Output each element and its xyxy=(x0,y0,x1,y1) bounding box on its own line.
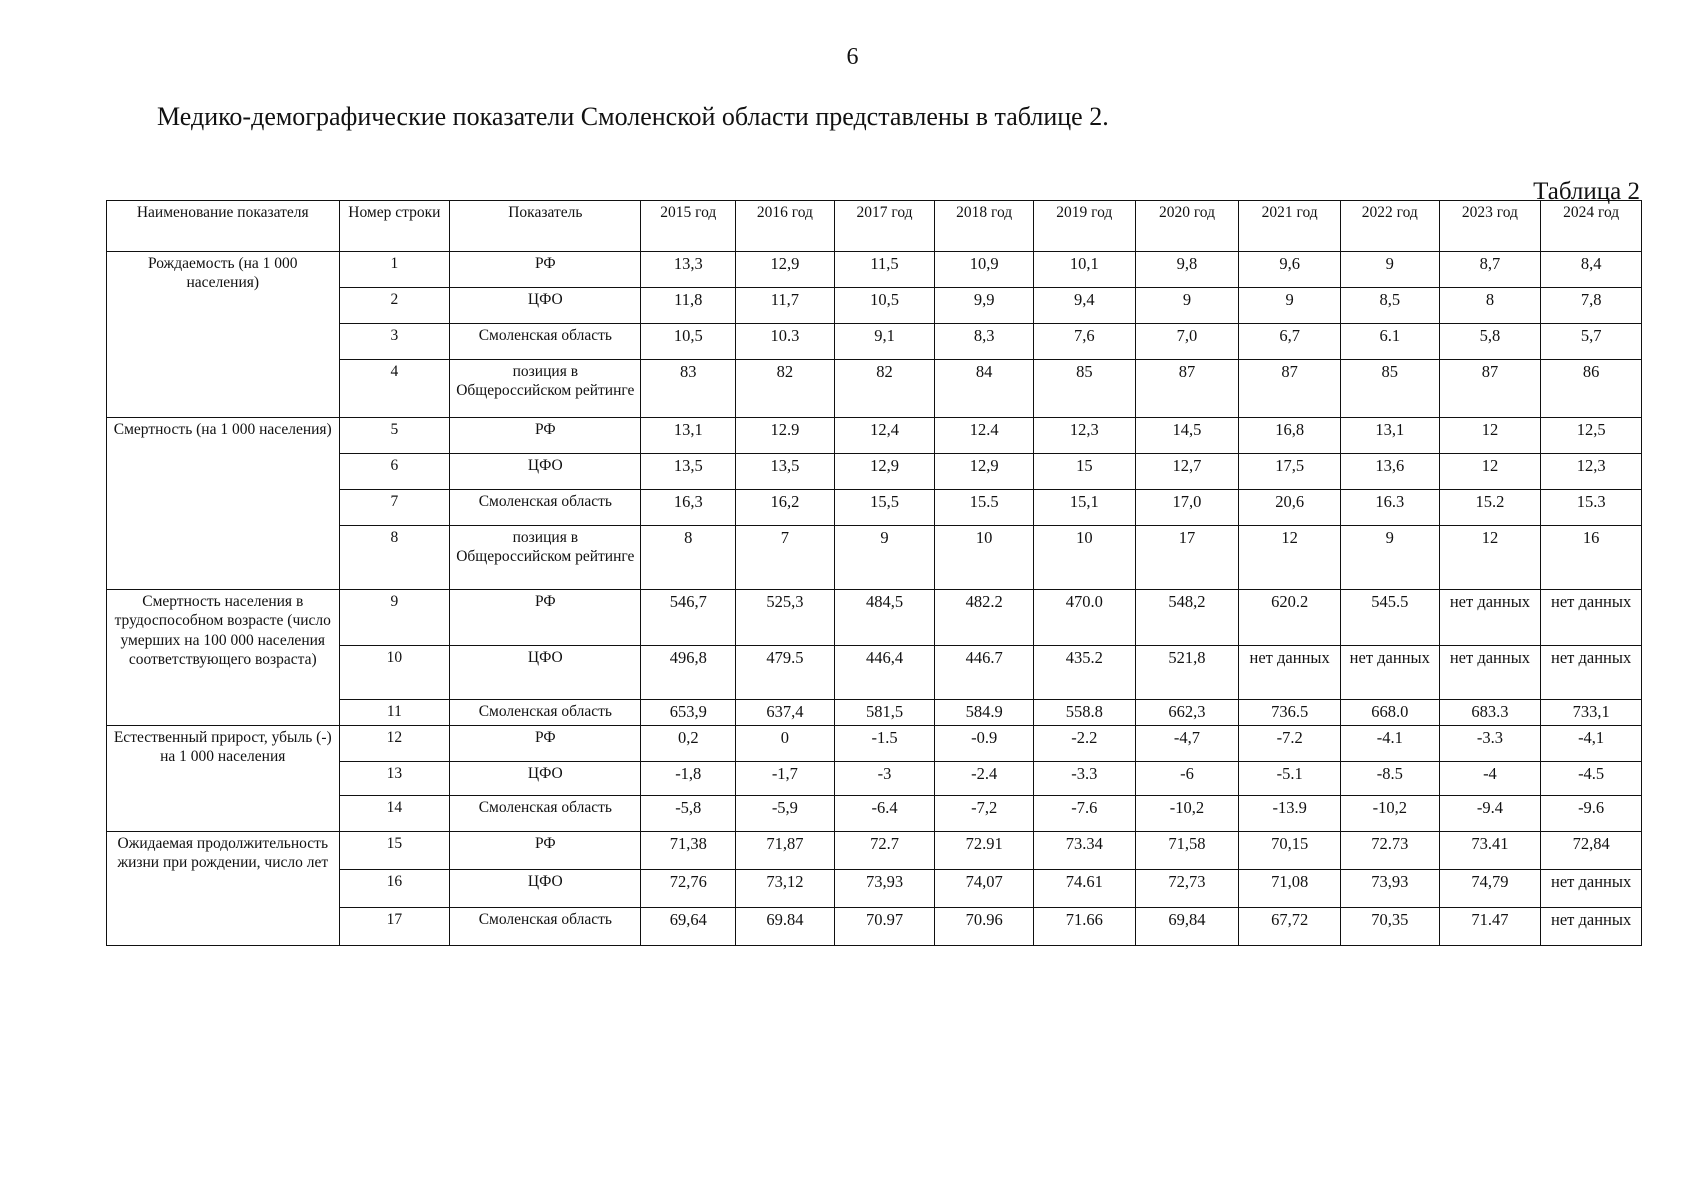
row-number-cell: 2 xyxy=(339,288,450,324)
value-cell: 662,3 xyxy=(1135,700,1239,726)
value-cell: 7,0 xyxy=(1135,324,1239,360)
value-cell: -2.2 xyxy=(1033,725,1135,761)
value-cell: 12,4 xyxy=(834,418,935,454)
value-cell: 73,12 xyxy=(736,869,835,907)
indicator-label-cell: Смоленская область xyxy=(450,907,641,945)
value-cell: 70.96 xyxy=(935,907,1034,945)
row-number-cell: 15 xyxy=(339,831,450,869)
value-cell: 9,6 xyxy=(1239,252,1341,288)
header-cell: 2019 год xyxy=(1033,201,1135,252)
value-cell: нет данных xyxy=(1541,646,1642,700)
value-cell: -3 xyxy=(834,761,935,795)
value-cell: 733,1 xyxy=(1541,700,1642,726)
value-cell: 683.3 xyxy=(1439,700,1541,726)
header-cell: 2015 год xyxy=(641,201,736,252)
value-cell: 8 xyxy=(1439,288,1541,324)
value-cell: 71.66 xyxy=(1033,907,1135,945)
row-number-cell: 8 xyxy=(339,526,450,590)
value-cell: -9.4 xyxy=(1439,795,1541,831)
indicator-label-cell: ЦФО xyxy=(450,646,641,700)
value-cell: 14,5 xyxy=(1135,418,1239,454)
value-cell: 70.97 xyxy=(834,907,935,945)
value-cell: 7,6 xyxy=(1033,324,1135,360)
value-cell: 521,8 xyxy=(1135,646,1239,700)
value-cell: 620.2 xyxy=(1239,590,1341,646)
value-cell: 9,8 xyxy=(1135,252,1239,288)
row-number-cell: 1 xyxy=(339,252,450,288)
header-cell: 2024 год xyxy=(1541,201,1642,252)
value-cell: 71,38 xyxy=(641,831,736,869)
value-cell: 72,73 xyxy=(1135,869,1239,907)
value-cell: 12.9 xyxy=(736,418,835,454)
value-cell: 12,3 xyxy=(1541,454,1642,490)
value-cell: 73,93 xyxy=(834,869,935,907)
value-cell: нет данных xyxy=(1340,646,1439,700)
row-number-cell: 9 xyxy=(339,590,450,646)
value-cell: 6.1 xyxy=(1340,324,1439,360)
value-cell: -4.5 xyxy=(1541,761,1642,795)
table-header-row xyxy=(107,201,1642,252)
value-cell: -6.4 xyxy=(834,795,935,831)
value-cell: 15.3 xyxy=(1541,490,1642,526)
value-cell: 20,6 xyxy=(1239,490,1341,526)
row-number-cell: 7 xyxy=(339,490,450,526)
value-cell: 84 xyxy=(935,360,1034,418)
value-cell: 13,6 xyxy=(1340,454,1439,490)
value-cell: 6,7 xyxy=(1239,324,1341,360)
header-cell: 2016 год xyxy=(736,201,835,252)
value-cell: 17,5 xyxy=(1239,454,1341,490)
value-cell: -7,2 xyxy=(935,795,1034,831)
value-cell: 546,7 xyxy=(641,590,736,646)
value-cell: 17 xyxy=(1135,526,1239,590)
row-number-cell: 11 xyxy=(339,700,450,726)
value-cell: 85 xyxy=(1340,360,1439,418)
indicator-label-cell: позиция в Общероссийском рейтинге xyxy=(450,526,641,590)
value-cell: 73,93 xyxy=(1340,869,1439,907)
header-cell: 2018 год xyxy=(935,201,1034,252)
value-cell: 69,84 xyxy=(1135,907,1239,945)
value-cell: 13,1 xyxy=(641,418,736,454)
header-cell: 2017 год xyxy=(834,201,935,252)
value-cell: -0.9 xyxy=(935,725,1034,761)
value-cell: 668.0 xyxy=(1340,700,1439,726)
value-cell: 9,1 xyxy=(834,324,935,360)
value-cell: -1,7 xyxy=(736,761,835,795)
value-cell: 5,7 xyxy=(1541,324,1642,360)
value-cell: -9.6 xyxy=(1541,795,1642,831)
header-cell: Наименование показателя xyxy=(107,201,340,252)
value-cell: 74,07 xyxy=(935,869,1034,907)
value-cell: 9 xyxy=(1340,252,1439,288)
indicator-label-cell: ЦФО xyxy=(450,454,641,490)
value-cell: 87 xyxy=(1239,360,1341,418)
value-cell: 16,2 xyxy=(736,490,835,526)
value-cell: 15.5 xyxy=(935,490,1034,526)
value-cell: 9 xyxy=(1340,526,1439,590)
value-cell: -4 xyxy=(1439,761,1541,795)
value-cell: 85 xyxy=(1033,360,1135,418)
value-cell: 10 xyxy=(935,526,1034,590)
value-cell: 73.34 xyxy=(1033,831,1135,869)
value-cell: нет данных xyxy=(1439,646,1541,700)
value-cell: 8,5 xyxy=(1340,288,1439,324)
indicator-label-cell: РФ xyxy=(450,252,641,288)
value-cell: 72.7 xyxy=(834,831,935,869)
intro-text: Медико-демографические показатели Смоленской области представлены в таблице 2. xyxy=(157,102,1109,131)
value-cell: 9,9 xyxy=(935,288,1034,324)
value-cell: 5,8 xyxy=(1439,324,1541,360)
indicator-label-cell: ЦФО xyxy=(450,288,641,324)
value-cell: 16.3 xyxy=(1340,490,1439,526)
value-cell: 83 xyxy=(641,360,736,418)
value-cell: 12 xyxy=(1439,454,1541,490)
value-cell: 11,8 xyxy=(641,288,736,324)
row-number-cell: 17 xyxy=(339,907,450,945)
value-cell: 15 xyxy=(1033,454,1135,490)
value-cell: 525,3 xyxy=(736,590,835,646)
value-cell: -6 xyxy=(1135,761,1239,795)
value-cell: 15,5 xyxy=(834,490,935,526)
value-cell: -4,1 xyxy=(1541,725,1642,761)
indicator-name-cell: Смертность (на 1 000 населения) xyxy=(107,418,340,590)
value-cell: 82 xyxy=(736,360,835,418)
value-cell: 0 xyxy=(736,725,835,761)
value-cell: -2.4 xyxy=(935,761,1034,795)
row-number-cell: 14 xyxy=(339,795,450,831)
value-cell: 74.61 xyxy=(1033,869,1135,907)
table-row xyxy=(107,725,1642,761)
value-cell: 67,72 xyxy=(1239,907,1341,945)
value-cell: 71,58 xyxy=(1135,831,1239,869)
value-cell: 69.84 xyxy=(736,907,835,945)
table-row xyxy=(107,831,1642,869)
table-row xyxy=(107,590,1642,646)
value-cell: 12,5 xyxy=(1541,418,1642,454)
header-cell: 2022 год xyxy=(1340,201,1439,252)
indicator-label-cell: Смоленская область xyxy=(450,700,641,726)
value-cell: 9 xyxy=(834,526,935,590)
value-cell: 13,1 xyxy=(1340,418,1439,454)
indicator-label-cell: ЦФО xyxy=(450,761,641,795)
value-cell: 12.4 xyxy=(935,418,1034,454)
value-cell: нет данных xyxy=(1541,590,1642,646)
value-cell: -4,7 xyxy=(1135,725,1239,761)
indicator-name-cell: Естественный прирост, убыль (-) на 1 000 населения xyxy=(107,725,340,831)
value-cell: 496,8 xyxy=(641,646,736,700)
value-cell: 15,1 xyxy=(1033,490,1135,526)
value-cell: -3.3 xyxy=(1033,761,1135,795)
value-cell: 10,5 xyxy=(834,288,935,324)
value-cell: 479.5 xyxy=(736,646,835,700)
header-cell: 2023 год xyxy=(1439,201,1541,252)
table-body xyxy=(107,252,1642,946)
value-cell: 82 xyxy=(834,360,935,418)
value-cell: -8.5 xyxy=(1340,761,1439,795)
row-number-cell: 16 xyxy=(339,869,450,907)
value-cell: -5.1 xyxy=(1239,761,1341,795)
value-cell: 548,2 xyxy=(1135,590,1239,646)
table-row xyxy=(107,418,1642,454)
page-number: 6 xyxy=(846,44,859,70)
value-cell: 736.5 xyxy=(1239,700,1341,726)
table-caption: Таблица 2 xyxy=(1533,178,1640,205)
value-cell: -4.1 xyxy=(1340,725,1439,761)
value-cell: 72,84 xyxy=(1541,831,1642,869)
value-cell: -7.2 xyxy=(1239,725,1341,761)
value-cell: 86 xyxy=(1541,360,1642,418)
value-cell: 17,0 xyxy=(1135,490,1239,526)
value-cell: 446.7 xyxy=(935,646,1034,700)
indicator-label-cell: РФ xyxy=(450,831,641,869)
table-row xyxy=(107,252,1642,288)
value-cell: 9,4 xyxy=(1033,288,1135,324)
indicator-name-cell: Рождаемость (на 1 000 населения) xyxy=(107,252,340,418)
value-cell: 9 xyxy=(1239,288,1341,324)
value-cell: -10,2 xyxy=(1135,795,1239,831)
value-cell: -5,8 xyxy=(641,795,736,831)
value-cell: -1,8 xyxy=(641,761,736,795)
value-cell: 12,9 xyxy=(736,252,835,288)
value-cell: 72,76 xyxy=(641,869,736,907)
value-cell: 12,7 xyxy=(1135,454,1239,490)
row-number-cell: 13 xyxy=(339,761,450,795)
value-cell: 10 xyxy=(1033,526,1135,590)
value-cell: нет данных xyxy=(1239,646,1341,700)
value-cell: 13,5 xyxy=(736,454,835,490)
value-cell: 7,8 xyxy=(1541,288,1642,324)
value-cell: 74,79 xyxy=(1439,869,1541,907)
value-cell: нет данных xyxy=(1541,869,1642,907)
value-cell: 7 xyxy=(736,526,835,590)
value-cell: 11,5 xyxy=(834,252,935,288)
value-cell: -3.3 xyxy=(1439,725,1541,761)
value-cell: 70,15 xyxy=(1239,831,1341,869)
value-cell: 581,5 xyxy=(834,700,935,726)
value-cell: 10,5 xyxy=(641,324,736,360)
value-cell: 71,87 xyxy=(736,831,835,869)
demographic-table xyxy=(106,200,1642,946)
indicator-label-cell: РФ xyxy=(450,590,641,646)
value-cell: -5,9 xyxy=(736,795,835,831)
value-cell: 584.9 xyxy=(935,700,1034,726)
value-cell: 12,3 xyxy=(1033,418,1135,454)
value-cell: 10,1 xyxy=(1033,252,1135,288)
value-cell: 87 xyxy=(1439,360,1541,418)
indicator-name-cell: Смертность населения в трудоспособном возрасте (число умерших на 100 000 населения соответствующего возраста) xyxy=(107,590,340,726)
value-cell: 8 xyxy=(641,526,736,590)
row-number-cell: 4 xyxy=(339,360,450,418)
header-cell: 2021 год xyxy=(1239,201,1341,252)
header-cell: 2020 год xyxy=(1135,201,1239,252)
value-cell: 12,9 xyxy=(935,454,1034,490)
value-cell: 545.5 xyxy=(1340,590,1439,646)
value-cell: 484,5 xyxy=(834,590,935,646)
value-cell: 15.2 xyxy=(1439,490,1541,526)
row-number-cell: 3 xyxy=(339,324,450,360)
value-cell: -13.9 xyxy=(1239,795,1341,831)
value-cell: 10.3 xyxy=(736,324,835,360)
value-cell: 653,9 xyxy=(641,700,736,726)
value-cell: 13,3 xyxy=(641,252,736,288)
value-cell: 72.73 xyxy=(1340,831,1439,869)
value-cell: 637,4 xyxy=(736,700,835,726)
value-cell: 69,64 xyxy=(641,907,736,945)
value-cell: -10,2 xyxy=(1340,795,1439,831)
indicator-label-cell: ЦФО xyxy=(450,869,641,907)
row-number-cell: 6 xyxy=(339,454,450,490)
value-cell: 16,3 xyxy=(641,490,736,526)
value-cell: 72.91 xyxy=(935,831,1034,869)
value-cell: 87 xyxy=(1135,360,1239,418)
value-cell: -7.6 xyxy=(1033,795,1135,831)
value-cell: 16 xyxy=(1541,526,1642,590)
value-cell: 470.0 xyxy=(1033,590,1135,646)
value-cell: 446,4 xyxy=(834,646,935,700)
indicator-label-cell: Смоленская область xyxy=(450,324,641,360)
indicator-label-cell: РФ xyxy=(450,418,641,454)
value-cell: 71.47 xyxy=(1439,907,1541,945)
header-cell: Показатель xyxy=(450,201,641,252)
value-cell: 71,08 xyxy=(1239,869,1341,907)
value-cell: 73.41 xyxy=(1439,831,1541,869)
value-cell: 16,8 xyxy=(1239,418,1341,454)
value-cell: 8,4 xyxy=(1541,252,1642,288)
indicator-name-cell: Ожидаемая продолжительность жизни при рождении, число лет xyxy=(107,831,340,945)
value-cell: 12,9 xyxy=(834,454,935,490)
value-cell: 558.8 xyxy=(1033,700,1135,726)
value-cell: -1.5 xyxy=(834,725,935,761)
indicator-label-cell: позиция в Общероссийском рейтинге xyxy=(450,360,641,418)
indicator-label-cell: РФ xyxy=(450,725,641,761)
row-number-cell: 10 xyxy=(339,646,450,700)
value-cell: 9 xyxy=(1135,288,1239,324)
indicator-label-cell: Смоленская область xyxy=(450,795,641,831)
row-number-cell: 5 xyxy=(339,418,450,454)
value-cell: 8,3 xyxy=(935,324,1034,360)
value-cell: 0,2 xyxy=(641,725,736,761)
value-cell: 12 xyxy=(1439,526,1541,590)
value-cell: 10,9 xyxy=(935,252,1034,288)
value-cell: 70,35 xyxy=(1340,907,1439,945)
value-cell: 11,7 xyxy=(736,288,835,324)
value-cell: нет данных xyxy=(1541,907,1642,945)
header-cell: Номер строки xyxy=(339,201,450,252)
value-cell: 12 xyxy=(1239,526,1341,590)
value-cell: 12 xyxy=(1439,418,1541,454)
indicator-label-cell: Смоленская область xyxy=(450,490,641,526)
value-cell: 8,7 xyxy=(1439,252,1541,288)
row-number-cell: 12 xyxy=(339,725,450,761)
value-cell: 482.2 xyxy=(935,590,1034,646)
value-cell: 13,5 xyxy=(641,454,736,490)
value-cell: 435.2 xyxy=(1033,646,1135,700)
value-cell: нет данных xyxy=(1439,590,1541,646)
